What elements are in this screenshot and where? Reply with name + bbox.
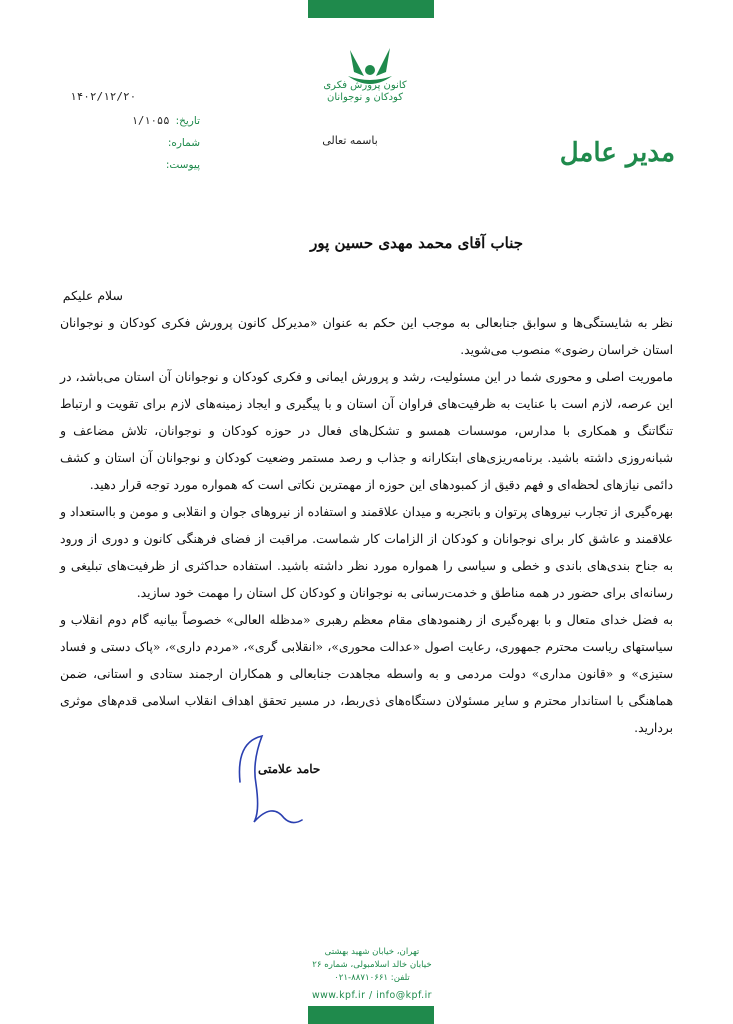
footer-contact: [310, 946, 434, 1002]
date-label: تاریخ:: [175, 115, 200, 127]
letter-body: [60, 310, 673, 742]
signer-name: حامد علامتی: [258, 762, 321, 776]
footer-phone: تلفن: ۸۸۷۱۰۶۶۱-۰۲۱: [334, 973, 410, 983]
number-value: ۱/۱۰۵۵: [131, 115, 170, 127]
addressee: جناب آقای محمد مهدی حسین پور: [310, 234, 523, 252]
footer-web: www.kpf.ir / info@kpf.ir: [311, 990, 433, 1001]
basmala: باسمه تعالی: [322, 134, 378, 147]
bottom-accent-bar: [308, 1006, 434, 1024]
attachment-label: پیوست:: [165, 159, 200, 171]
attachment-row: [70, 154, 200, 176]
footer-address-line1: تهران، خیابان شهید بهشتی: [324, 947, 420, 957]
paragraph-staffing: بهره‌گیری از تجارب نیروهای پرتوان و باتجربه و میدان علاقمند و استفاده از نیروهای جوان و انقلابی و مومن و بااستعداد و علاقمند و عاشق کار برای نوجوانان و کودکان از الزامات کار شماست. مراقبت از فضای فرهنگی کانون و دوری از ورود به جناح بندی‌های باندی و خطی و سیاسی را همواره مورد نظر داشته باشید. استفاده حداکثری از ظرفیت‌های تبلیغی و رسانه‌ای برای حضور در همه مناطق و خدمت‌رسانی به نوجوانان و کودکان کل استان را مهمت خود سازید.: [60, 505, 673, 600]
footer-address-line2: خیابان خالد اسلامبولی، شماره ۲۶: [312, 960, 432, 970]
letter-meta: [70, 90, 200, 176]
number-label: شماره:: [167, 137, 200, 149]
org-name: [320, 80, 410, 104]
number-row: [70, 132, 200, 154]
paragraph-closing: به فضل خدای متعال و با بهره‌گیری از رهنمودهای مقام معظم رهبری «مدظله العالی» خصوصاً بیانیه گام دوم انقلاب و سیاستهای ریاست محترم جمهوری، رعایت اصول «عدالت محوری»، «انقلابی گری»، «مردم داری»، «پاک دستی و فساد ستیزی» و «قانون مداری» دولت مردمی و به واسطه مجاهدت جنابعالی و همکاران ارجمند ستادی و استانی، ضمن هماهنگی با استاندار محترم و سایر مسئولان دستگاه‌های ذی‌ربط، در مسیر تحقق اهداف انقلاب اسلامی قدم‌های موثری بردارید.: [60, 613, 673, 735]
top-accent-bar: [308, 0, 434, 18]
paragraph-appointment: نظر به شایستگی‌ها و سوابق جنابعالی به موجب این حکم به عنوان «مدیرکل کانون پرورش فکری کودکان و نوجوانان استان خراسان رضوی» منصوب می‌شوید.: [60, 316, 673, 357]
signature-mark: [232, 722, 321, 830]
date-row: [70, 110, 200, 132]
letterhead-title: مدیر عامل: [559, 138, 675, 168]
paragraph-mission: ماموریت اصلی و محوری شما در این مسئولیت، رشد و پرورش ایمانی و فکری کودکان و نوجوانان آن استان می‌باشد، در این عرصه، لازم است با عنایت به ظرفیت‌های فراوان آن استان و با پیگیری و ایجاد زمینه‌های لازم برای تقویت و ارتباط تنگاتنگ و همکاری با مدارس، موسسات همسو و تشکل‌های فعال در حوزه کودکان و نوجوانان، تلاش مضاعف و شبانه‌روزی داشته باشید. برنامه‌ریزی‌های ابتکارانه و جذاب و رصد مستمر وضعیت کودکان و نوجوانان آن استان و کشف دائمی نیازهای لحظه‌ای و فهم دقیق از کمبودهای این حوزه از مهمترین نکاتی است که همواره مورد توجه قرار دهید.: [60, 370, 673, 492]
org-name-line1: کانون پرورش فکری: [323, 80, 407, 91]
greeting: سلام علیکم: [62, 288, 123, 303]
date-value: ۱۴۰۲/۱۲/۲۰: [70, 90, 137, 103]
org-name-line2: کودکان و نوجوانان: [327, 92, 403, 103]
